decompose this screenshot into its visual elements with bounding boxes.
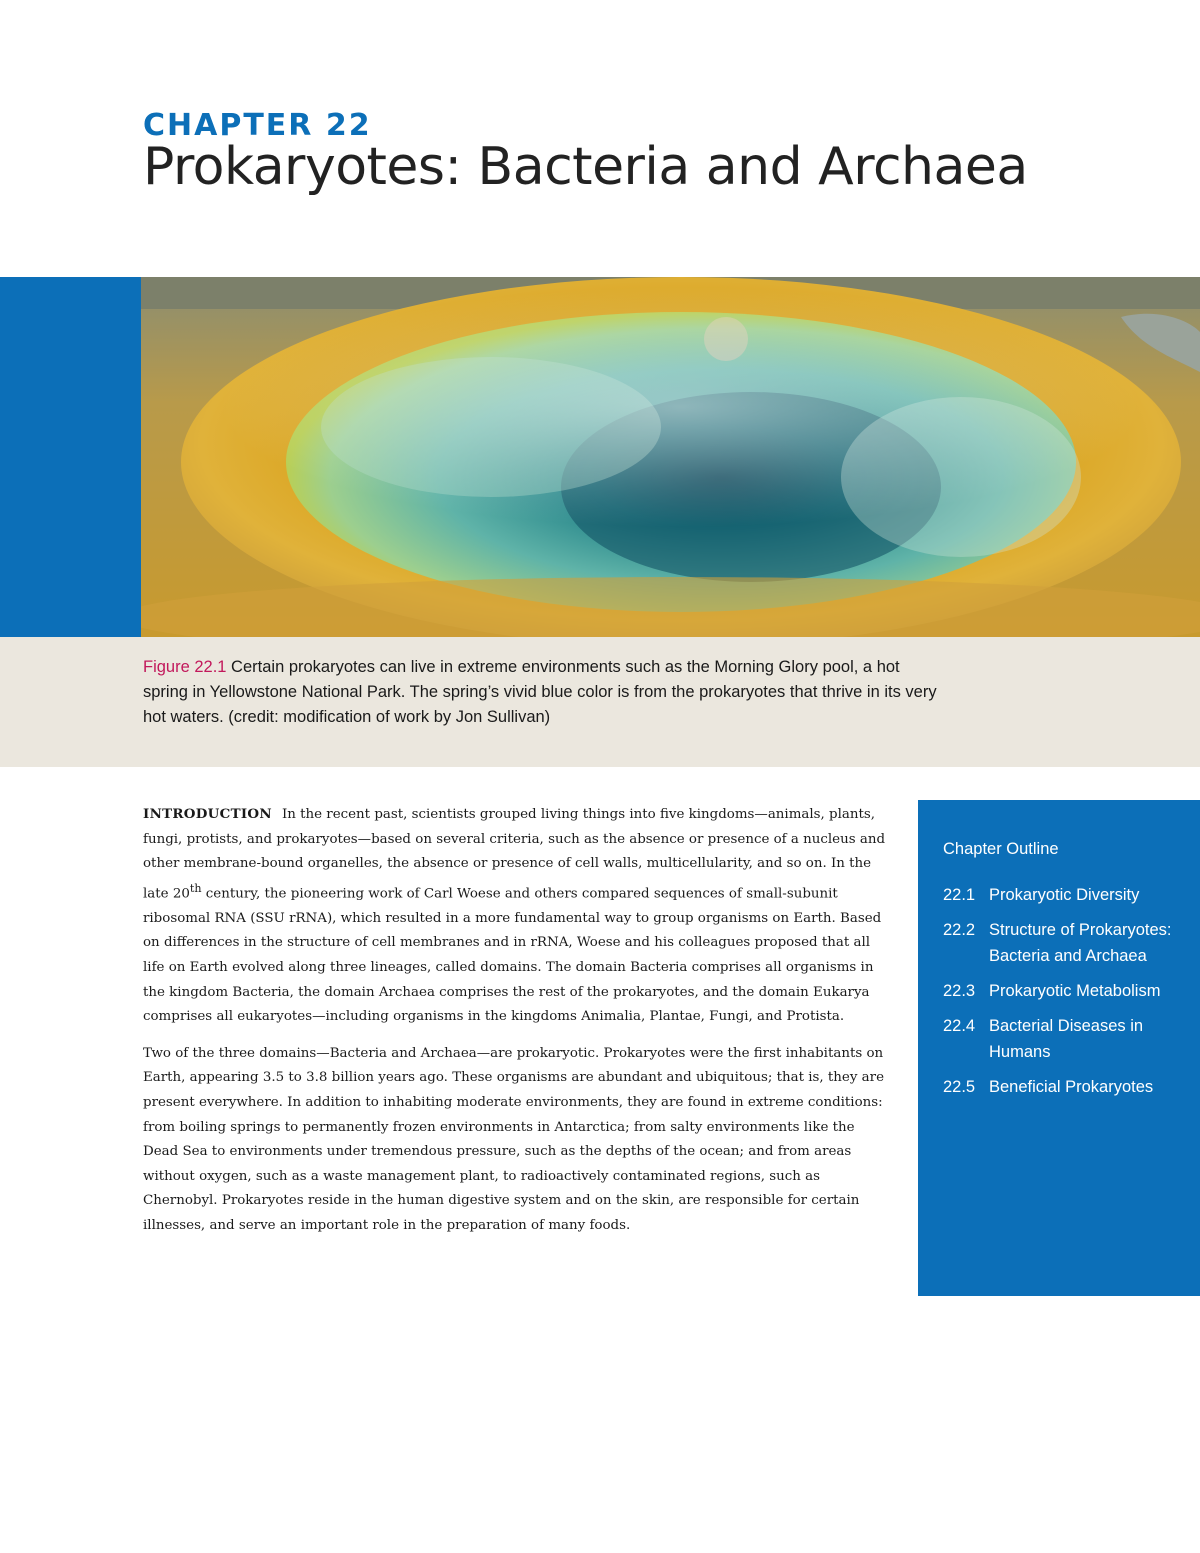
- outline-item-title: Structure of Prokaryotes: Bacteria and Archaea: [989, 921, 1172, 965]
- outline-item[interactable]: [943, 1074, 1188, 1100]
- outline-item[interactable]: [943, 917, 1188, 969]
- chapter-outline-list: [943, 882, 1188, 1109]
- outline-item-number: 22.1: [943, 886, 976, 904]
- outline-item[interactable]: [943, 882, 1188, 908]
- side-accent-band: [0, 277, 141, 637]
- intro-label: INTRODUCTION: [143, 806, 272, 822]
- outline-item-number: 22.3: [943, 982, 976, 1000]
- outline-item-title: Beneficial Prokaryotes: [989, 1078, 1154, 1096]
- outline-item-number: 22.4: [943, 1017, 976, 1035]
- figure-caption: [143, 655, 943, 730]
- paragraph-2: Two of the three domains—Bacteria and Archaea—are prokaryotic. Prokaryotes were the first inhabitants on Earth, appearing 3.5 to 3.8 billion years ago. These organisms are abundant and ubiquitous; that is, they are present everywhere. In addition to inhabiting moderate environments, they are found in extreme conditions: from boiling springs to permanently frozen environments in Antarctica; from salty environments like the Dead Sea to environments under tremendous pressure, such as the depths of the ocean; and from areas without oxygen, such as a waste management plant, to radioactively contaminated regions, such as Chernobyl. Prokaryotes reside in the human digestive system and on the skin, are responsible for certain illnesses, and serve an important role in the preparation of many foods.: [143, 1045, 884, 1233]
- hot-spring-photo: [141, 277, 1200, 637]
- outline-item-title: Prokaryotic Metabolism: [989, 982, 1161, 1000]
- superscript: th: [189, 881, 202, 895]
- outline-item[interactable]: [943, 978, 1188, 1004]
- chapter-label: CHAPTER 22: [143, 108, 372, 143]
- figure-caption-text: Certain prokaryotes can live in extreme environments such as the Morning Glory pool, a hot spring in Yellowstone National Park. The spring’s vivid blue color is from the prokaryotes that thrive in its very hot waters. (credit: modification of work by Jon Sullivan): [143, 658, 937, 726]
- figure-label: Figure 22.1: [143, 658, 227, 676]
- paragraph-1-text-b: century, the pioneering work of Carl Woese and others compared sequences of small-subunit ribosomal RNA (SSU rRNA), which resulted in a more fundamental way to group organisms on Earth. Based on differences in the structure of cell membranes and in rRNA, Woese and his colleagues proposed that all life on Earth evolved along three lineages, called domains. The domain Bacteria comprises all organisms in the kingdom Bacteria, the domain Archaea comprises the rest of the prokaryotes, and the domain Eukarya comprises all eukaryotes—including organisms in the kingdoms Animalia, Plantae, Fungi, and Protista.: [143, 886, 882, 1025]
- chapter-outline-box: [918, 800, 1200, 1296]
- outline-item-title: Bacterial Diseases in Humans: [989, 1017, 1144, 1061]
- outline-item-number: 22.2: [943, 921, 976, 939]
- paragraph-1: [143, 802, 893, 1030]
- outline-item[interactable]: [943, 1013, 1188, 1065]
- outline-item-number: 22.5: [943, 1078, 976, 1096]
- page-title: Prokaryotes: Bacteria and Archaea: [143, 137, 1028, 197]
- body-text: [143, 802, 893, 1251]
- paragraph-1-text-a: In the recent past, scientists grouped living things into five kingdoms—animals, plants, fungi, protists, and prokaryotes—based on several criteria, such as the absence or presence of a nucleus and other membrane-bound organelles, the absence or presence of cell walls, multicellularity, and so on. In the late 20: [143, 807, 886, 902]
- chapter-outline-heading: Chapter Outline: [943, 840, 1059, 858]
- outline-item-title: Prokaryotic Diversity: [989, 886, 1140, 904]
